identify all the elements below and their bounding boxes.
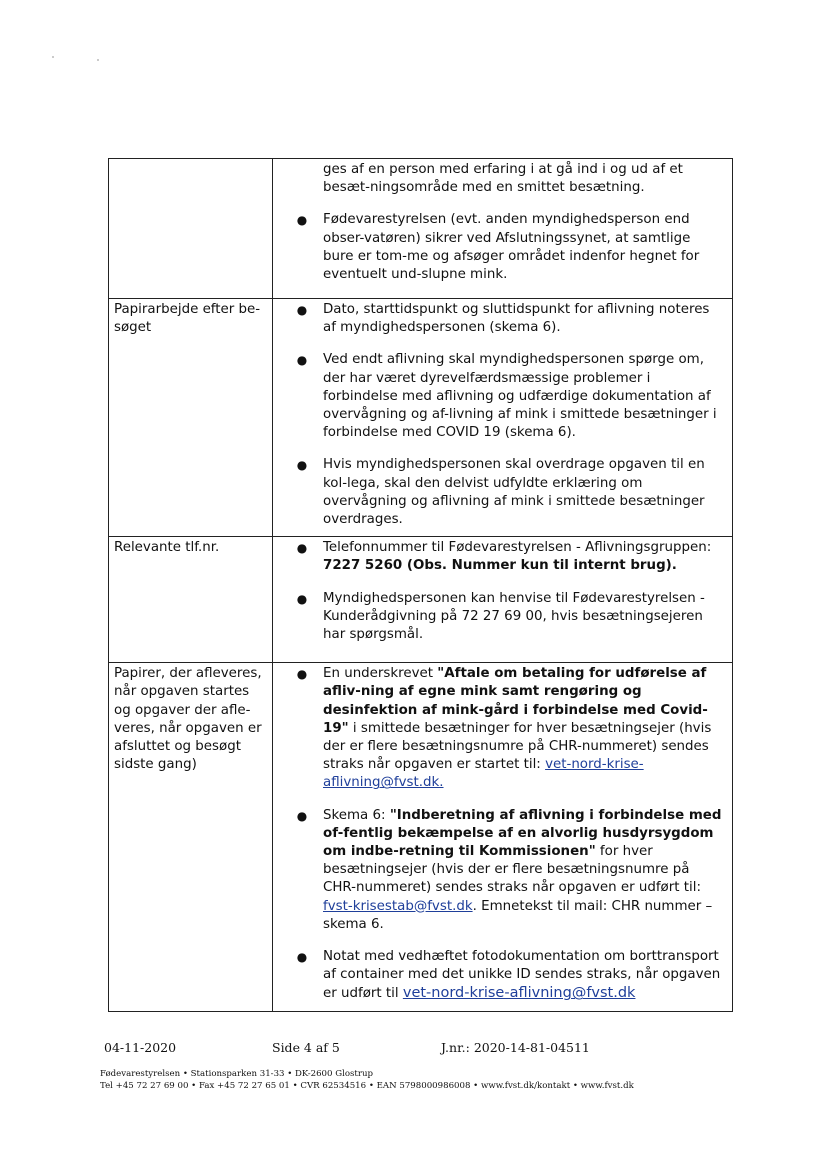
list-item: ● Fødevarestyrelsen (evt. anden myndighedsperson end obser-vatøren) sikrer ved Afslutningssynet, at samtlige bure er tom-me og afsøger området indenfor hegnet for eventuelt und-slupne mink.	[281, 211, 724, 284]
bullet-icon: ●	[296, 303, 308, 317]
footer-address: Fødevarestyrelsen • Stationsparken 31-33 • DK-2600 Glostrup	[100, 1069, 374, 1079]
row-label	[109, 159, 273, 299]
list-item: ● Skema 6: "Indberetning af aflivning i forbindelse med of-fentlig bekæmpelse af en alvorlig husdyrsygdom om indbe-retning til Kommissionen" for hver besætningsejer (hvis der er flere besætningsnumre på CHR-nummeret) sendes straks når opgaven er udført til: fvst-krisestab@fvst.dk. Emnetekst til mail: CHR nummer – skema 6.	[281, 807, 724, 934]
email-link[interactable]: vet-nord-krise-aflivning@fvst.dk	[402, 985, 636, 1002]
footer-contact: Tel +45 72 27 69 00 • Fax +45 72 27 65 01 • CVR 62534516 • EAN 5798000986008 • www.fvst.dk/kontakt • www.fvst.dk	[100, 1081, 634, 1091]
footer-journal-number: J.nr.: 2020-14-81-04511	[441, 1040, 590, 1055]
footer-page-number: Side 4 af 5	[272, 1040, 340, 1055]
list-item: ● En underskrevet "Aftale om betaling for udførelse af afliv-ning af egne mink samt rengøring og desinfektion af mink-gård i forbindelse med Covid-19" i smittede besætninger for hver besætningsejer (hvis der er flere besætningsnumre på CHR-nummeret) sendes straks når opgaven er startet til: vet-nord-krise-aflivning@fvst.dk.	[281, 665, 724, 792]
table-row	[109, 299, 733, 537]
bullet-icon: ●	[296, 950, 308, 965]
row-label: Papirer, der afleveres, når opgaven startes og opgaver der afle-veres, når opgaven er afsluttet og besøgt sidste gang)	[109, 663, 273, 1011]
row-label: Papirarbejde efter be-søget	[109, 299, 273, 537]
row-content	[273, 159, 733, 299]
list-item: ● Myndighedspersonen kan henvise til Fødevarestyrelsen - Kunderådgivning på 72 27 69 00, hvis besætningsejeren har spørgsmål.	[281, 590, 724, 645]
list-item: ● Notat med vedhæftet fotodokumentation om borttransport af container med det unikke ID sendes straks, når opgaven er udført til vet-nord-krise-aflivning@fvst.dk	[281, 948, 724, 1004]
list-item: ● Dato, starttidspunkt og sluttidspunkt for aflivning noteres af myndighedspersonen (skema 6).	[281, 301, 724, 337]
footer-address-block	[100, 1068, 634, 1092]
list-item: ● Hvis myndighedspersonen skal overdrage opgaven til en kol-lega, skal den delvist udfyldte erklæring om overvågning og aflivning af mink i smittede besætninger overdrages.	[281, 456, 724, 529]
row-content	[273, 537, 733, 663]
table-row	[109, 663, 733, 1011]
scan-speck	[97, 59, 99, 61]
list-item: ● Telefonnummer til Fødevarestyrelsen - Aflivningsgruppen: 7227 5260 (Obs. Nummer kun til internt brug).	[281, 539, 724, 575]
bullet-icon: ●	[296, 591, 308, 606]
bullet-icon: ●	[296, 808, 308, 823]
bullet-icon: ●	[296, 458, 308, 473]
row-label: Relevante tlf.nr.	[109, 537, 273, 663]
bullet-icon: ●	[296, 213, 308, 228]
bullet-icon: ●	[296, 541, 308, 556]
row-content	[273, 663, 733, 1011]
table-row	[109, 159, 733, 299]
email-link[interactable]: fvst-krisestab@fvst.dk	[323, 898, 473, 914]
list-item: ● Ved endt aflivning skal myndighedspersonen spørge om, der har været dyrevelfærdsmæssige problemer i forbindelse med aflivning og udfærdige dokumentation af overvågning og af-livning af mink i smittede besætninger i forbindelse med COVID 19 (skema 6).	[281, 351, 724, 442]
procedure-table	[108, 158, 733, 1012]
bullet-icon: ●	[296, 667, 308, 682]
bullet-icon: ●	[296, 353, 308, 368]
table-row	[109, 537, 733, 663]
email-link[interactable]: vet-nord-krise-aflivning@fvst.dk.	[323, 757, 644, 791]
row-content	[273, 299, 733, 537]
continued-text: ges af en person med erfaring i at gå ind i og ud af et besæt-ningsområde med en smittet besætning.	[323, 162, 683, 196]
footer-date: 04-11-2020	[104, 1040, 177, 1055]
scan-speck	[52, 56, 54, 58]
internal-phone-number: 7227 5260 (Obs. Nummer kun til internt brug).	[323, 558, 677, 574]
